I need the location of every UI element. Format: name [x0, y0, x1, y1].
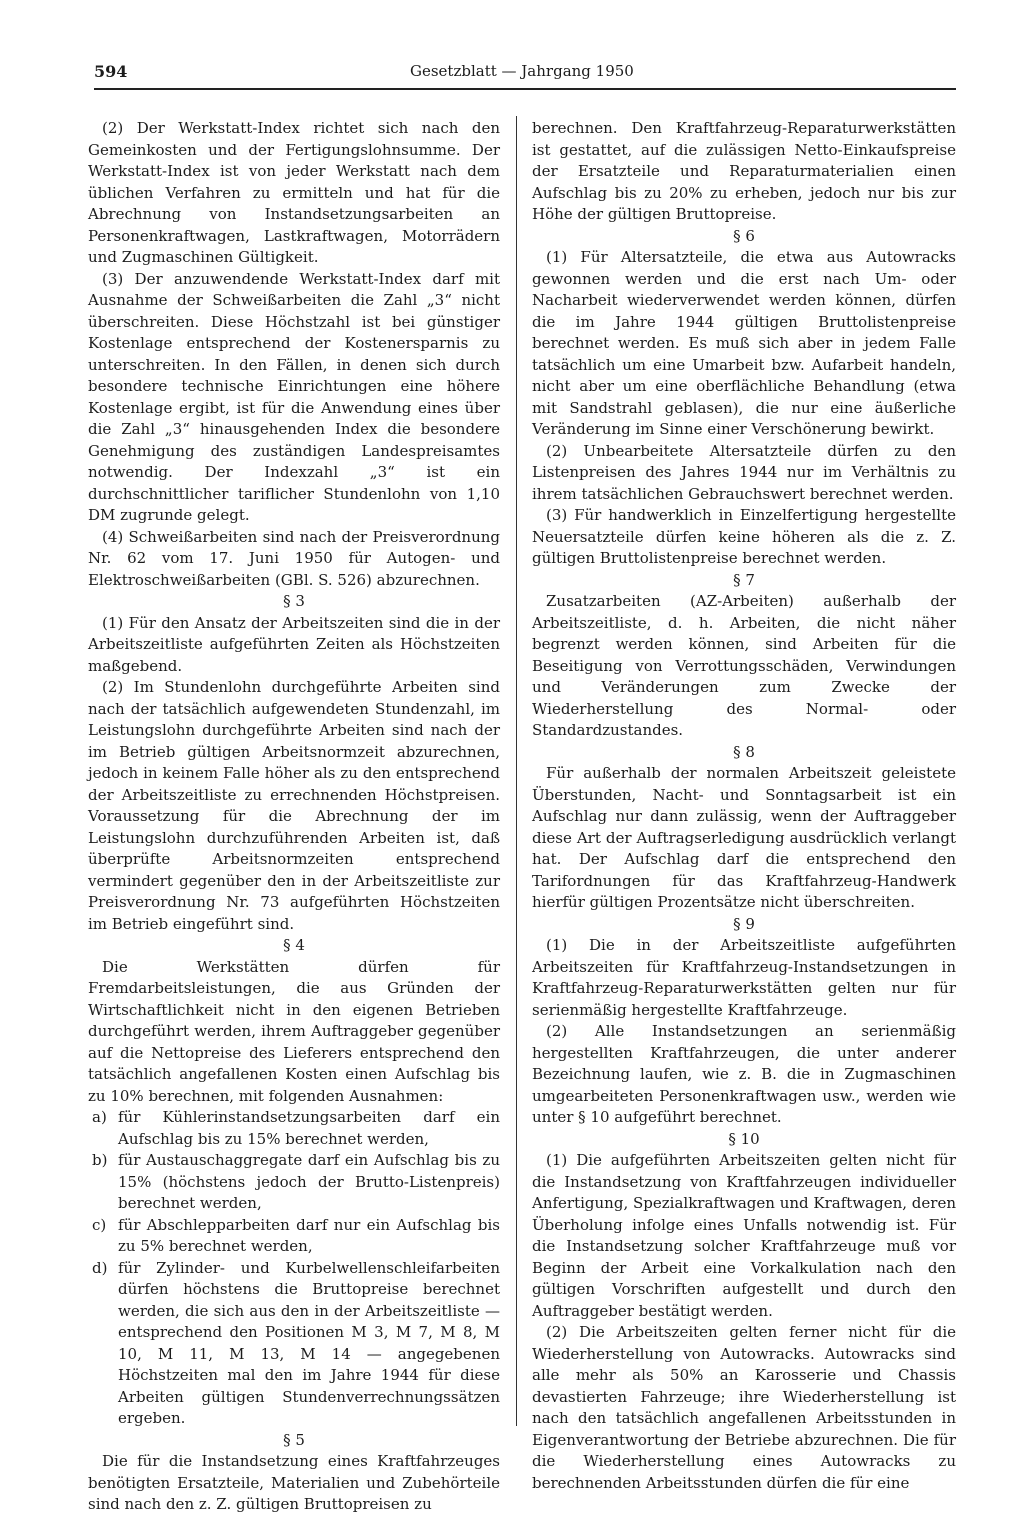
paragraph: (1) Die in der Arbeitszeitliste aufgeführten Arbeitszeiten für Kraftfahrzeug-Instandsetzungen in Kraftfahrzeug-Reparaturwerkstätten gelten nur für serienmäßig hergestellte Kraftfahrzeuge.	[532, 936, 956, 1019]
list-item	[88, 1150, 500, 1215]
paragraph: (3) Für handwerklich in Einzelfertigung hergestellte Neuersatzteile dürfen keine höheren als die z. Z. gültigen Bruttolistenpreise berechnet werden.	[532, 506, 956, 567]
left-column	[88, 118, 500, 1516]
section-heading: § 9	[733, 914, 755, 933]
column-divider	[516, 116, 517, 1426]
right-column	[532, 118, 956, 1494]
list-label: d)	[92, 1258, 108, 1277]
running-title: Gesetzblatt — Jahrgang 1950	[410, 62, 634, 80]
list-label: a)	[92, 1108, 107, 1126]
list-label: b)	[92, 1151, 108, 1169]
paragraph: (2) Die Arbeitszeiten gelten ferner nicht für die Wiederherstellung von Autowracks. Autowracks sind alle mehr als 50% an Karosserie und Chassis devastierten Fahrzeuge; ihre Wiederherstellung ist nach den tatsächlich angefallenen Arbeitsstunden in Eigenverantwortung der Betriebe abzurechnen. Die für die Wiederherstellung eines Autowracks zu berechnenden Arbeitsstunden dürfen die für eine	[532, 1323, 956, 1492]
header-rule	[94, 88, 956, 90]
paragraph: (3) Der anzuwendende Werkstatt-Index darf mit Ausnahme der Schweißarbeiten die Zahl „3“ nicht überschreiten. Diese Höchstzahl ist bei günstiger Kostenlage entsprechend der Kostenersparnis zu unterschreiten. In den Fällen, in denen sich durch besondere technische Einrichtungen eine höhere Kostenlage ergibt, ist für die Anwendung eines über die Zahl „3“ hinausgehenden Index die besondere Genehmigung des zuständigen Landespreisamtes notwendig. Der Indexzahl „3“ ist ein durchschnittlicher tariflicher Stundenlohn von 1,10 DM zugrunde gelegt.	[88, 269, 500, 524]
paragraph: Die Werkstätten dürfen für Fremdarbeitsleistungen, die aus Gründen der Wirtschaftlichkeit nicht in den eigenen Betrieben durchgeführt werden, ihrem Auftraggeber gegenüber auf die Nettopreise des Lieferers entsprechend den tatsächlich angefallenen Kosten einen Aufschlag bis zu 10% berechnen, mit folgenden Ausnahmen:	[88, 957, 500, 1105]
list-text: für Abschlepparbeiten darf nur ein Aufschlag bis zu 5% berechnet werden,	[118, 1215, 500, 1255]
list-text: für Kühlerinstandsetzungsarbeiten darf ein Aufschlag bis zu 15% berechnet werden,	[118, 1108, 500, 1148]
paragraph: Die für die Instandsetzung eines Kraftfahrzeuges benötigten Ersatzteile, Materialien und Zubehörteile sind nach den z. Z. gültigen Bruttopreisen zu	[88, 1452, 500, 1513]
section-heading: § 8	[733, 742, 755, 761]
page-number: 594	[94, 62, 128, 81]
section-heading: § 5	[283, 1430, 305, 1449]
paragraph: berechnen. Den Kraftfahrzeug-Reparaturwerkstätten ist gestattet, auf die zulässigen Netto-Einkaufspreise der Ersatzteile und Reparaturmaterialien einen Aufschlag bis zu 20% zu erheben, jedoch nur bis zur Höhe der gültigen Bruttopreise.	[532, 119, 956, 223]
list-item	[88, 1107, 500, 1150]
section-heading: § 10	[728, 1129, 760, 1148]
section-heading: § 7	[733, 570, 755, 589]
paragraph: (2) Unbearbeitete Altersatzteile dürfen zu den Listenpreisen des Jahres 1944 nur im Verhältnis zu ihrem tatsächlichen Gebrauchswert berechnet werden.	[532, 441, 956, 503]
paragraph: (1) Für Altersatzteile, die etwa aus Autowracks gewonnen werden und die erst nach Um- oder Nacharbeit wiederverwendet werden können, dürfen die im Jahre 1944 gültigen Bruttolistenpreise berechnet werden. Es muß sich aber in jedem Falle tatsächlich um eine Umarbeit bzw. Aufarbeit handeln, nicht aber um eine oberflächliche Behandlung (etwa mit Sandstrahl geblasen), die nur eine äußerliche Veränderung im Sinne einer Verschönerung bewirkt.	[532, 248, 956, 438]
section-heading: § 6	[733, 226, 755, 245]
paragraph: (1) Für den Ansatz der Arbeitszeiten sind die in der Arbeitszeitliste aufgeführten Zeiten als Höchstzeiten maßgebend.	[88, 613, 500, 675]
paragraph: (4) Schweißarbeiten sind nach der Preisverordnung Nr. 62 vom 17. Juni 1950 für Autogen- und Elektroschweißarbeiten (GBl. S. 526) abzurechnen.	[88, 527, 500, 589]
section-heading: § 3	[283, 592, 305, 610]
paragraph: Für außerhalb der normalen Arbeitszeit geleistete Überstunden, Nacht- und Sonntagsarbeit ist ein Aufschlag nur dann zulässig, wenn der Auftraggeber diese Art der Auftragserledigung ausdrücklich verlangt hat. Der Aufschlag darf die entsprechend den Tarifordnungen für das Kraftfahrzeug-Handwerk hierfür gültigen Prozentsätze nicht überschreiten.	[532, 764, 956, 911]
list-text: für Zylinder- und Kurbelwellenschleifarbeiten dürfen höchstens die Bruttopreise berechnet werden, die sich aus den in der Arbeitszeitliste — entsprechend den Positionen M 3, M 7, M 8, M 10, M 11, M 13, M 14 — angegebenen Höchstzeiten mal den im Jahre 1944 für diese Arbeiten gültigen Stundenverrechnungssätzen ergeben.	[118, 1258, 500, 1427]
list-item	[88, 1258, 500, 1430]
page-header	[94, 60, 956, 90]
section-heading: § 4	[283, 936, 305, 954]
list-item	[88, 1215, 500, 1258]
paragraph: (2) Im Stundenlohn durchgeführte Arbeiten sind nach der tatsächlich aufgewendeten Stundenzahl, im Leistungslohn durchgeführte Arbeiten sind nach der im Betrieb gültigen Arbeitsnormzeit abzurechnen, jedoch in keinem Falle höher als zu den entsprechend der Arbeitszeitliste zu errechnenden Höchstpreisen. Voraussetzung für die Abrechnung der im Leistungslohn durchzuführenden Arbeiten ist, daß überprüfte Arbeitsnormzeiten entsprechend vermindert gegenüber den in der Arbeitszeitliste zur Preisverordnung Nr. 73 aufgeführten Höchstzeiten im Betrieb eingeführt sind.	[88, 678, 500, 933]
paragraph: (2) Alle Instandsetzungen an serienmäßig hergestellten Kraftfahrzeugen, die unter anderer Bezeichnung laufen, wie z. B. die in Zugmaschinen umgearbeiteten Personenkraftwagen usw., werden wie unter § 10 aufgeführt berechnet.	[532, 1022, 956, 1126]
paragraph: (2) Der Werkstatt-Index richtet sich nach den Gemeinkosten und der Fertigungslohnsumme. Der Werkstatt-Index ist von jeder Werkstatt nach dem üblichen Verfahren zu ermitteln und hat für die Abrechnung von Instandsetzungsarbeiten an Personenkraftwagen, Lastkraftwagen, Motorrädern und Zugmaschinen Gültigkeit.	[88, 119, 500, 266]
list-text: für Austauschaggregate darf ein Aufschlag bis zu 15% (höchstens jedoch der Brutto-Listenpreis) berechnet werden,	[118, 1151, 500, 1212]
paragraph: (1) Die aufgeführten Arbeitszeiten gelten nicht für die Instandsetzung von Kraftfahrzeugen individueller Anfertigung, Spezialkraftwagen und Kraftwagen, deren Überholung infolge eines Unfalls notwendig ist. Für die Instandsetzung solcher Kraftfahrzeuge muß vor Beginn der Arbeit eine Vorkalkulation nach den gültigen Vorschriften aufgestellt und durch den Auftraggeber bestätigt werden.	[532, 1151, 956, 1320]
paragraph: Zusatzarbeiten (AZ-Arbeiten) außerhalb der Arbeitszeitliste, d. h. Arbeiten, die nicht näher begrenzt werden können, sind Arbeiten für die Beseitigung von Verrottungsschäden, Verwindungen und Veränderungen zum Zwecke der Wiederherstellung des Normal- oder Standardzustandes.	[532, 592, 956, 739]
list-label: c)	[92, 1215, 107, 1234]
